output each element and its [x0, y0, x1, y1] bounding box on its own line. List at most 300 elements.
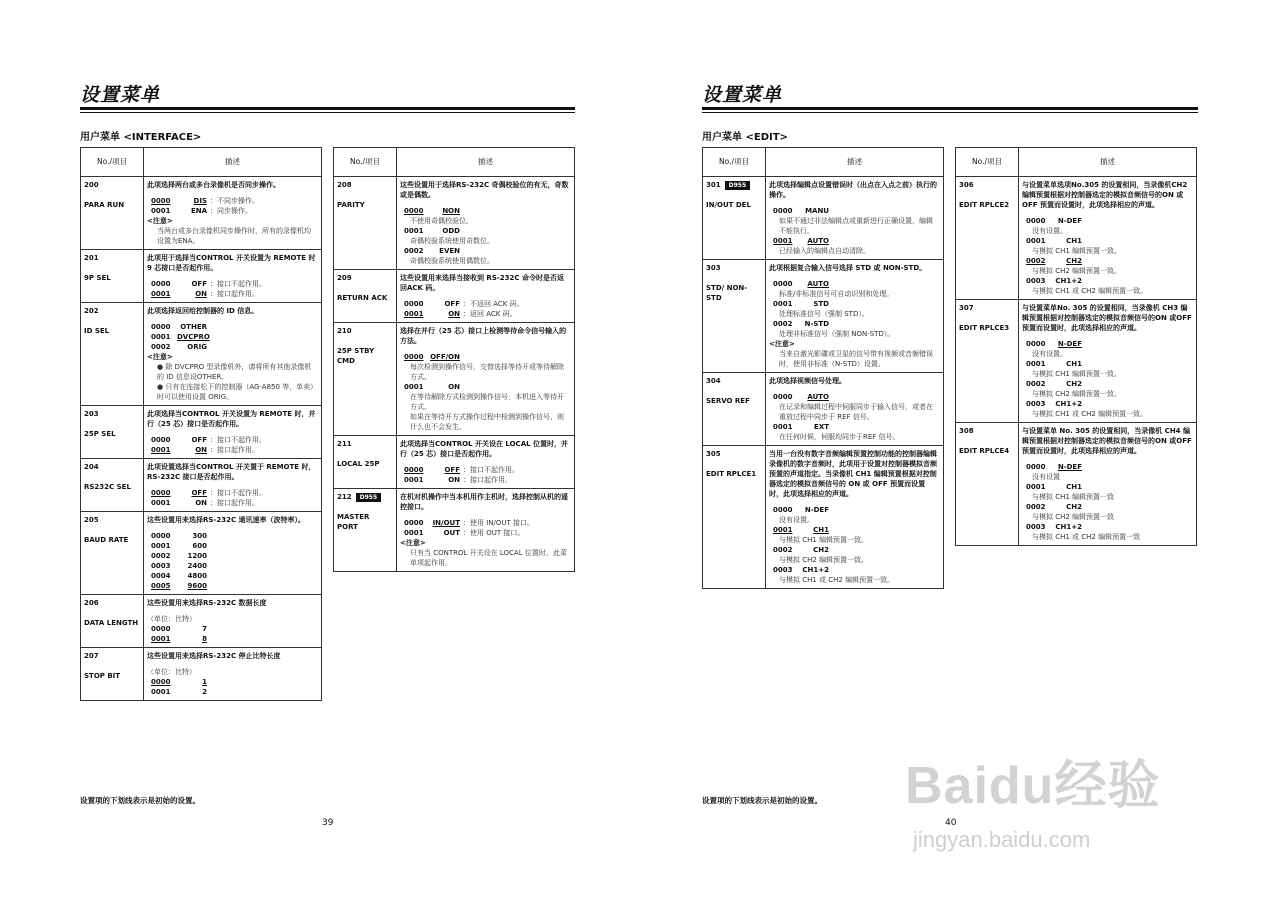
option-code: 0000: [151, 625, 171, 633]
item-cell: [703, 177, 766, 260]
column-header-num: No./项目: [81, 148, 144, 177]
menu-row: [81, 303, 322, 406]
option-code: 0000: [1026, 217, 1046, 225]
setting-option: [1022, 502, 1192, 512]
option-text: 使用 IN/OUT 接口。: [470, 519, 535, 527]
setting-option: [1022, 522, 1192, 532]
setting-option: 0001 ON ：接口起作用。: [404, 476, 512, 484]
column-header-desc: 描述: [1019, 148, 1197, 177]
option-label: IN/OUT: [432, 519, 460, 527]
option-code: 0000: [151, 532, 171, 540]
option-label: ENA: [190, 207, 207, 215]
note-text: 与模拟 CH2 编辑预置一致。: [779, 556, 869, 564]
setting-option: [769, 505, 939, 515]
item-description: 此项用于选择当CONTROL 开关设置为 REMOTE 时 9 芯接口是否起作用。: [147, 254, 316, 272]
item-name: RS232C SEL: [84, 483, 131, 491]
unit-text: （单位：比特）: [147, 668, 196, 676]
description-cell: [397, 489, 575, 572]
option-code: 0001: [773, 526, 793, 534]
column-header-num: No./项目: [956, 148, 1019, 177]
option-code: 0002: [404, 247, 424, 255]
item-number: [337, 273, 392, 283]
option-code: 0002: [773, 546, 793, 554]
option-code: 0000: [151, 436, 171, 444]
option-code: 0000: [404, 519, 424, 527]
item-description: 这些设置用来选择RS-232C 数据长度: [147, 599, 267, 607]
item-cell: [81, 595, 144, 648]
menu-row: [334, 177, 575, 270]
page-title: 设置菜单: [702, 84, 783, 106]
option-label: NON: [442, 207, 460, 215]
menu-row: [703, 177, 944, 260]
option-code: 0002: [151, 343, 171, 351]
note-text: 在记录和编辑过程中伺服同步于输入信号，或者在重放过程中同步于 REF 信号。: [779, 403, 933, 421]
option-code: 0000: [1026, 340, 1046, 348]
note-text: 与模拟 CH1 编辑预置一致。: [779, 536, 869, 544]
setting-option: 0000 OFF ：接口不起作用。: [404, 466, 519, 474]
model-tag: D955: [356, 493, 382, 502]
option-label: OFF: [191, 436, 207, 444]
option-code: 0000: [151, 489, 171, 497]
option-label: MANU: [805, 207, 829, 215]
option-code: 0001: [151, 688, 171, 696]
option-label: OFF: [444, 466, 460, 474]
option-code: 0003: [1026, 400, 1046, 408]
description-cell: [1019, 177, 1197, 300]
menu-row: [81, 459, 322, 512]
setting-option: [147, 624, 317, 634]
note-text: 与模拟 CH1 编辑预置一致。: [1032, 247, 1122, 255]
item-description: 选择在并行（25 芯）接口上检测等待命令信号输入的方法。: [400, 327, 567, 345]
setting-option: [147, 677, 317, 687]
item-cell: [703, 373, 766, 446]
note-text: 每次检测到操作信号，交替选择等待开或等待解除方式。: [410, 363, 564, 381]
baidu-watermark: [905, 715, 1205, 865]
setting-option: [147, 634, 317, 644]
description-cell: [1019, 423, 1197, 546]
item-number-text: 211: [337, 440, 352, 448]
option-label: STD: [813, 300, 829, 308]
item-number-text: 212: [337, 493, 352, 501]
option-label: CH1+2: [1055, 277, 1082, 285]
item-number-text: 200: [84, 181, 99, 189]
option-code: 0001: [404, 383, 424, 391]
option-label: 2400: [187, 562, 207, 570]
option-code: 0000: [404, 353, 424, 361]
item-number: [84, 306, 139, 316]
option-label: CH1: [1066, 237, 1082, 245]
option-label: N-STD: [804, 320, 829, 328]
item-number-text: 201: [84, 254, 99, 262]
item-description: 此项选择两台或多台录像机是否同步操作。: [147, 181, 280, 189]
description-cell: [144, 406, 322, 459]
option-code: 0005: [151, 582, 171, 590]
setting-option: [147, 531, 317, 541]
item-number: [84, 651, 139, 661]
option-text: 不同步操作。: [217, 197, 259, 205]
item-description: 此项选择当CONTROL 开关设在 LOCAL 位置时，并行（25 芯）接口是否起作用。: [400, 440, 569, 458]
option-text: 返回 ACK 码。: [470, 310, 517, 318]
option-code: 0000: [773, 280, 793, 288]
interface-table-2: [333, 147, 575, 572]
item-description: 与设置菜单 No. 305 的设置相同，当录像机 CH4 编辑预置根据对控制器选定的模拟音频信号的ON 或OFF 预置而设置时，此项选择相应的声道。: [1022, 427, 1192, 455]
item-name: MASTER PORT: [337, 513, 370, 531]
page-number: 40: [945, 818, 957, 828]
setting-option: 0000 OFF ：接口不起作用。: [151, 436, 266, 444]
setting-option: [147, 571, 317, 581]
option-label: OFF: [444, 300, 460, 308]
option-code: 0001: [151, 499, 171, 507]
setting-option: [769, 392, 939, 402]
note-text: 在任何时候，伺服均同步于REF 信号。: [779, 433, 900, 441]
item-cell: [81, 177, 144, 250]
item-name: EDIT RPLCE4: [959, 447, 1010, 455]
description-cell: [144, 648, 322, 701]
setting-option: [769, 422, 939, 432]
setting-option: 0001 ON ：接口起作用。: [151, 290, 259, 298]
description-cell: [766, 373, 944, 446]
option-label: CH1+2: [1055, 523, 1082, 531]
option-code: 0000: [151, 678, 171, 686]
item-number-text: 209: [337, 274, 352, 282]
description-cell: [144, 512, 322, 595]
note-text: 当来自激光影碟或卫星的信号带有视频或音频错误时，使用非标准（N-STD）设置。: [779, 350, 933, 368]
item-cell: [334, 177, 397, 270]
option-code: 0001: [773, 237, 793, 245]
option-code: 0001: [1026, 483, 1046, 491]
column-header-num: No./项目: [703, 148, 766, 177]
setting-option: [769, 279, 939, 289]
item-description: 此项选择返回给控制器的 ID 信息。: [147, 307, 259, 315]
column-header-desc: 描述: [144, 148, 322, 177]
option-code: 0001: [773, 300, 793, 308]
note-text: 与模拟 CH1 或 CH2 编辑预置一致: [1032, 533, 1141, 541]
setting-option: [400, 382, 570, 392]
setting-option: [769, 565, 939, 575]
item-number: [706, 180, 761, 190]
option-label: EXT: [814, 423, 829, 431]
item-description: 这些设置用来选择RS-232C 通讯速率（波特率）。: [147, 516, 306, 524]
option-code: 0002: [1026, 257, 1046, 265]
item-cell: [334, 436, 397, 489]
item-cell: [81, 303, 144, 406]
setting-option: [1022, 399, 1192, 409]
note-text: 没有设置。: [1032, 350, 1067, 358]
option-code: 0001: [404, 476, 424, 484]
item-number: [84, 253, 139, 263]
note-text: <注意>: [769, 340, 795, 348]
description-cell: [397, 436, 575, 489]
item-number-text: 301: [706, 181, 721, 189]
option-code: 0003: [773, 566, 793, 574]
note-text: 没有设置。: [779, 516, 814, 524]
note-text: 奇偶校验系统使用奇数位。: [410, 237, 494, 245]
option-code: 0000: [773, 393, 793, 401]
option-code: 0001: [404, 529, 424, 537]
item-number: [84, 598, 139, 608]
option-label: ON: [195, 499, 207, 507]
option-code: 0001: [1026, 360, 1046, 368]
item-cell: [81, 459, 144, 512]
title-rule: [80, 107, 575, 110]
option-label: EVEN: [439, 247, 460, 255]
option-label: DVCPRO: [177, 333, 210, 341]
title-rule-thin: [702, 112, 1198, 113]
item-name: EDIT RPLCE3: [959, 324, 1010, 332]
item-name: EDIT RPLCE2: [959, 201, 1010, 209]
note-text: <注意>: [147, 353, 173, 361]
item-name: EDIT RPLCE1: [706, 470, 757, 478]
item-number: [706, 449, 761, 459]
option-text: 接口不起作用。: [470, 466, 519, 474]
item-number: [959, 303, 1014, 313]
item-number-text: 203: [84, 410, 99, 418]
item-cell: [81, 250, 144, 303]
edit-table-1: [702, 147, 944, 589]
item-number-text: 210: [337, 327, 352, 335]
interface-table-1: [80, 147, 322, 701]
option-code: 0000: [404, 300, 424, 308]
item-cell: [703, 446, 766, 589]
section-subtitle: 用户菜单 <INTERFACE>: [80, 132, 202, 143]
title-rule: [702, 107, 1198, 110]
menu-row: [703, 260, 944, 373]
item-number: [959, 180, 1014, 190]
item-name: PARITY: [337, 201, 365, 209]
item-name: 9P SEL: [84, 274, 111, 282]
item-number: [706, 263, 761, 273]
setting-option: [1022, 276, 1192, 286]
setting-option: [1022, 216, 1192, 226]
setting-option: [147, 687, 317, 697]
option-label: CH1+2: [1055, 400, 1082, 408]
footer-note: 设置项的下划线表示是初始的设置。: [702, 796, 822, 805]
option-label: N-DEF: [804, 506, 829, 514]
setting-option: [769, 545, 939, 555]
option-code: 0000: [151, 323, 171, 331]
item-number: [84, 180, 139, 190]
note-text: 不使用奇偶校验位。: [410, 217, 473, 225]
option-label: 600: [192, 542, 207, 550]
note-text: 与模拟 CH1 编辑预置一致。: [1032, 370, 1122, 378]
option-label: ON: [195, 446, 207, 454]
setting-option: [400, 206, 570, 216]
option-code: 0001: [151, 542, 171, 550]
item-number: [706, 376, 761, 386]
description-cell: [766, 260, 944, 373]
setting-option: 0000 OFF ：接口不起作用。: [151, 280, 266, 288]
note-text: 当两台或多台录像机同步操作时，所有的录像机均设置为ENA。: [157, 227, 311, 245]
setting-option: [1022, 236, 1192, 246]
option-label: ON: [448, 476, 460, 484]
setting-option: [147, 551, 317, 561]
footer-note: 设置项的下划线表示是初始的设置。: [80, 796, 200, 805]
option-code: 0002: [773, 320, 793, 328]
note-text: 奇偶校验系统使用偶数位。: [410, 257, 494, 265]
menu-row: [81, 406, 322, 459]
note-text: 如果不通过非法编辑点或重新进行正确设置，编辑不能执行。: [779, 217, 933, 235]
option-code: 0001: [151, 446, 171, 454]
item-name: DATA LENGTH: [84, 619, 139, 627]
option-label: CH2: [1066, 503, 1082, 511]
item-name: PARA RUN: [84, 201, 125, 209]
description-cell: [144, 459, 322, 512]
menu-row: [334, 270, 575, 323]
item-cell: [703, 260, 766, 373]
setting-option: [400, 246, 570, 256]
description-cell: [144, 595, 322, 648]
option-code: 0001: [151, 207, 171, 215]
setting-option: [147, 561, 317, 571]
option-label: ODD: [442, 227, 460, 235]
option-text: 接口起作用。: [217, 499, 259, 507]
item-name: SERVO REF: [706, 397, 750, 405]
item-number-text: 208: [337, 181, 352, 189]
item-description: 此项设置选择当CONTROL 开关置于 REMOTE 时，RS-232C 接口是否起作用。: [147, 463, 316, 481]
option-label: N-DEF: [1057, 463, 1082, 471]
note-text: 与模拟 CH2 编辑预置一致。: [1032, 267, 1122, 275]
item-cell: [81, 648, 144, 701]
unit-text: （单位：比特）: [147, 615, 196, 623]
option-label: 1: [202, 678, 207, 686]
option-label: 7: [202, 625, 207, 633]
note-text: 标准/非标准信号可自动识别和处理。: [779, 290, 894, 298]
option-label: OTHER: [180, 323, 207, 331]
option-code: 0001: [1026, 237, 1046, 245]
option-label: CH2: [1066, 380, 1082, 388]
description-cell: [397, 270, 575, 323]
menu-row: [956, 300, 1197, 423]
option-text: 同步操作。: [217, 207, 252, 215]
option-label: AUTO: [807, 237, 829, 245]
note-text: 与模拟 CH2 编辑预置一致。: [1032, 390, 1122, 398]
item-cell: [81, 406, 144, 459]
setting-option: 0000 OFF ：接口不起作用。: [151, 489, 266, 497]
edit-table-2: [955, 147, 1197, 546]
item-cell: [81, 512, 144, 595]
menu-row: [334, 489, 575, 572]
option-label: 9600: [187, 582, 207, 590]
setting-option: [769, 319, 939, 329]
option-label: 300: [192, 532, 207, 540]
menu-row: [81, 512, 322, 595]
option-text: 不返回 ACK 码。: [470, 300, 524, 308]
description-cell: [144, 250, 322, 303]
item-cell: [956, 423, 1019, 546]
setting-option: [147, 342, 317, 352]
item-description: 这些设置用于选择RS-232C 奇偶校验位的有无，奇数或是偶数。: [400, 181, 569, 199]
setting-option: [769, 525, 939, 535]
option-label: 1200: [187, 552, 207, 560]
setting-option: 0000 OFF ：不返回 ACK 码。: [404, 300, 524, 308]
setting-option: 0001 ON ：接口起作用。: [151, 446, 259, 454]
option-label: CH2: [1066, 257, 1082, 265]
option-label: 8: [202, 635, 207, 643]
item-number-text: 308: [959, 427, 974, 435]
item-name: STOP BIT: [84, 672, 121, 680]
option-text: 接口起作用。: [217, 446, 259, 454]
setting-option: [147, 332, 317, 342]
setting-option: [400, 352, 570, 362]
option-label: CH1+2: [802, 566, 829, 574]
item-description: 在机对机操作中当本机用作主机时，选择控制从机的遥控接口。: [400, 493, 568, 511]
option-code: 0000: [404, 207, 424, 215]
item-number: [337, 326, 392, 336]
page-number: 39: [322, 818, 334, 828]
watermark-logo-text: Baidu经验: [905, 757, 1161, 815]
option-code: 0002: [1026, 380, 1046, 388]
menu-row: [81, 595, 322, 648]
note-text: 没有设置: [1032, 473, 1060, 481]
item-name: RETURN ACK: [337, 294, 388, 302]
watermark-url: jingyan.baidu.com: [913, 827, 1091, 852]
option-code: 0001: [773, 423, 793, 431]
note-text: 已经输入的编辑点自动清除。: [779, 247, 870, 255]
option-code: 0003: [151, 562, 171, 570]
note-text: 与模拟 CH1 或 CH2 编辑预置一致。: [1032, 287, 1148, 295]
option-label: AUTO: [807, 280, 829, 288]
item-number-text: 306: [959, 181, 974, 189]
description-cell: [397, 177, 575, 270]
item-description: 此项根据复合输入信号选择 STD 或 NON-STD。: [769, 264, 927, 272]
note-text: ● 只有在连接松下的控制器（AG-A850 等，单卖）时可以使用设置 ORIG。: [157, 383, 314, 401]
menu-row: [703, 373, 944, 446]
setting-option: 0001 OUT ：使用 OUT 接口。: [404, 529, 525, 537]
option-label: ON: [448, 383, 460, 391]
option-text: 接口不起作用。: [217, 280, 266, 288]
setting-option: [1022, 359, 1192, 369]
item-description: 当用一台没有数字音频编辑预置控制功能的控制器编辑录像机的数字音频时，此项用于设置对控制器模拟音频预置的声道指定。当录像机 CH1 编辑预置根据对控制器选定的模拟音频信号的 ON 或 OFF 预置而设置时，此项选择相应的声道。: [769, 450, 937, 498]
option-text: 接口不起作用。: [217, 436, 266, 444]
note-text: <注意>: [400, 539, 426, 547]
setting-option: [769, 206, 939, 216]
option-label: DIS: [193, 197, 207, 205]
item-number-text: 206: [84, 599, 99, 607]
option-label: N-DEF: [1057, 217, 1082, 225]
menu-row: [956, 177, 1197, 300]
option-code: 0000: [151, 280, 171, 288]
note-text: <注意>: [147, 217, 173, 225]
item-cell: [334, 270, 397, 323]
item-number-text: 207: [84, 652, 99, 660]
option-label: ON: [195, 290, 207, 298]
item-cell: [334, 323, 397, 436]
option-code: 0001: [151, 290, 171, 298]
item-description: 此项选择视频信号处理。: [769, 377, 846, 385]
note-text: 与模拟 CH1 或 CH2 编辑预置一致。: [779, 576, 895, 584]
item-description: 与设置菜单No. 305 的设置相同，当录像机 CH3 编辑预置根据对控制器选定的模拟音频信号的ON 或OFF 预置而设置时，此项选择相应的声道。: [1022, 304, 1192, 332]
option-code: 0003: [1026, 277, 1046, 285]
setting-option: [400, 226, 570, 236]
setting-option: 0000 DIS ：不同步操作。: [151, 197, 259, 205]
note-text: 与模拟 CH1 编辑预置一致: [1032, 493, 1115, 501]
item-cell: [334, 489, 397, 572]
note-text: 如果在等待开方式操作过程中检测到操作信号，则什么也不会发生。: [410, 413, 564, 431]
item-name: BAUD RATE: [84, 536, 129, 544]
item-cell: [956, 177, 1019, 300]
column-header-num: No./项目: [334, 148, 397, 177]
note-text: ● 除 DVCPRO 型录像机外，请将所有其他录像机的 ID 信息设OTHER。: [157, 363, 312, 381]
item-description: 这些设置用来选择RS-232C 停止比特长度: [147, 652, 281, 660]
option-text: 接口起作用。: [470, 476, 512, 484]
note-text: 处理非标准信号（强制 NON-STD）。: [779, 330, 895, 338]
item-number-text: 202: [84, 307, 99, 315]
section-subtitle: 用户菜单 <EDIT>: [702, 132, 788, 143]
setting-option: [147, 581, 317, 591]
setting-option: [1022, 256, 1192, 266]
item-number: [959, 426, 1014, 436]
note-text: 没有设置。: [1032, 227, 1067, 235]
